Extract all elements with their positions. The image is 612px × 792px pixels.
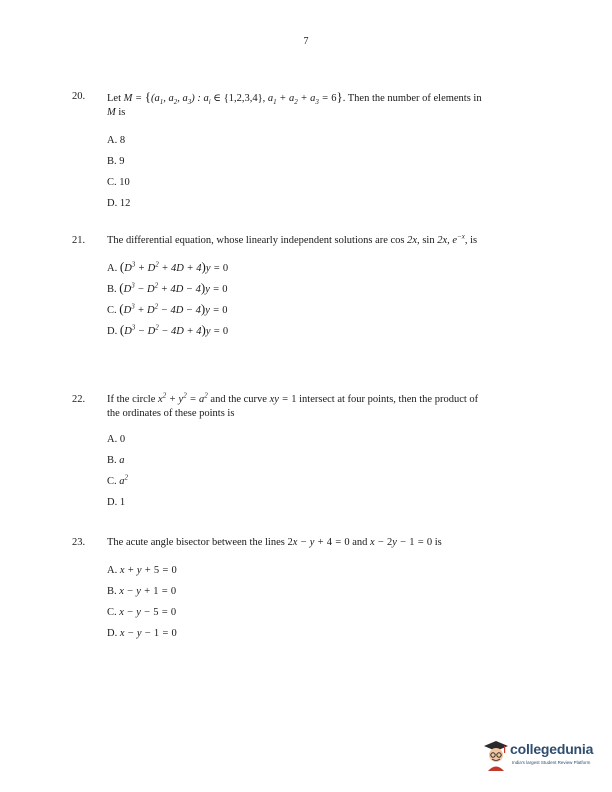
question-number: 23. [72, 537, 86, 548]
question-stem: The acute angle bisector between the lines 2x − y + 4 = 0 and x − 2y − 1 = 0 is [107, 537, 442, 548]
option-c: C. $(D^3 + D^2 - 4D - 4)y = 0$ [107, 301, 228, 316]
option-c: C. 10 [107, 177, 130, 188]
line-2-equation: x − 2y − 1 = 0 [369, 537, 433, 548]
set-definition-formula: $M = \{(a_1$, $a_2$, $a_3$) : $a_i$ ∈ {1,2,3,4}, $a_1 + a_2 + a_3 = 6$} [123, 89, 343, 107]
option-d: D. $(D^3 - D^2 - 4D + 4)y = 0$ [107, 322, 229, 337]
page-number: 7 [303, 36, 309, 47]
option-d: D. 12 [107, 198, 131, 209]
question-20 [72, 90, 542, 214]
question-23 [72, 536, 542, 644]
option-a: A. x + y + 5 = 0 [107, 565, 177, 576]
solutions-formula: cos 2x, sin 2x, $e^{-x}$ [390, 232, 465, 246]
option-a: A. 0 [107, 434, 126, 445]
options-list [107, 560, 542, 644]
brand-name: collegedunia [510, 741, 594, 757]
question-number: 22. [72, 394, 86, 405]
option-d: D. 1 [107, 497, 126, 508]
circle-equation: $x^2 + y^2 = a^2$ [158, 391, 208, 405]
question-21 [72, 234, 542, 340]
option-d: D. x − y − 1 = 0 [107, 628, 177, 639]
option-c: C. x − y − 5 = 0 [107, 607, 177, 618]
question-stem: If the circle $x^2 + y^2 = a^2$ and the curve xy = 1 intersect at four points, then the product of the ordinates of these points is [107, 391, 479, 419]
option-b: B. 9 [107, 156, 125, 167]
brand-tagline: India's largest Student Review Platform [512, 760, 591, 765]
options-list [107, 429, 542, 513]
options-list [107, 256, 542, 340]
option-b: B. a [107, 455, 125, 466]
option-b: B. $(D^3 - D^2 + 4D - 4)y = 0$ [107, 280, 228, 295]
option-b: B. x − y + 1 = 0 [107, 586, 177, 597]
question-number: 20. [72, 91, 86, 102]
graduate-mascot-icon [482, 738, 510, 772]
question-22 [72, 393, 542, 513]
option-c: C. $a^2$ [107, 473, 129, 487]
line-1-equation: 2x − y + 4 = 0 [287, 537, 350, 548]
question-stem: Let $M = \{(a_1$, $a_2$, $a_3$) : $a_i$ ∈ {1,2,3,4}, $a_1 + a_2 + a_3 = 6$}. Then the number of elements in M is [107, 89, 482, 118]
option-a: A. $(D^3 + D^2 + 4D + 4)y = 0$ [107, 259, 229, 274]
collegedunia-logo [482, 738, 606, 778]
question-number: 21. [72, 235, 86, 246]
options-list [107, 130, 542, 214]
question-stem: The differential equation, whose linearly independent solutions are cos 2x, sin 2x, $e^{-x}$, is [107, 232, 478, 246]
option-a: A. 8 [107, 135, 126, 146]
curve-equation: xy = 1 [269, 394, 297, 405]
